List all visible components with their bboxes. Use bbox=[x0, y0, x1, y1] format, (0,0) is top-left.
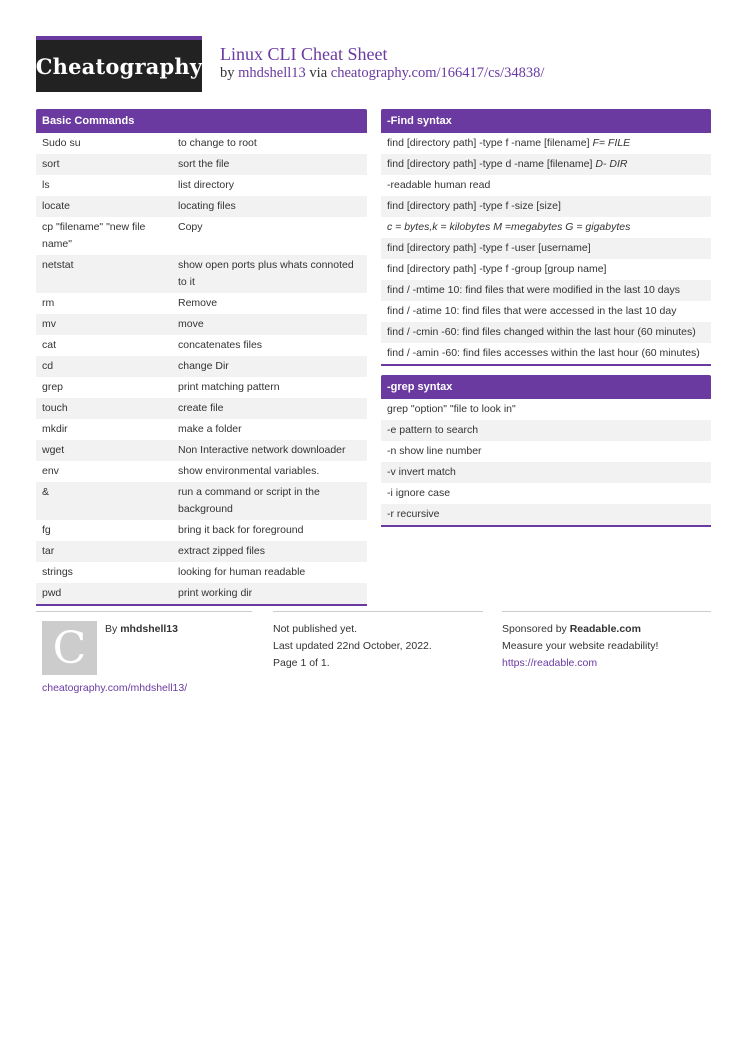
author-link[interactable]: mhdshell13 bbox=[238, 65, 306, 81]
find-text bbox=[387, 156, 705, 173]
sponsored-prefix: Sponsored by bbox=[502, 623, 567, 635]
sponsor-name[interactable]: Readable.com bbox=[569, 623, 641, 635]
find-text bbox=[387, 240, 705, 257]
command-cell: env bbox=[42, 465, 59, 477]
page-title: Linux CLI Cheat Sheet bbox=[220, 44, 388, 64]
find-text bbox=[387, 135, 705, 152]
find-syntax-text: find [directory path] -type f -size [size] bbox=[387, 200, 561, 212]
find-syntax-text: -readable human read bbox=[387, 179, 491, 191]
command-cell: touch bbox=[42, 402, 68, 414]
table-row bbox=[36, 154, 367, 175]
find-syntax-text: find [directory path] -type d -name [filename] bbox=[387, 158, 593, 170]
basic-commands-box bbox=[36, 109, 367, 606]
grep-syntax-text: grep "option" "file to look in" bbox=[387, 403, 516, 415]
description-cell: move bbox=[178, 318, 204, 330]
command-cell: cp "filename" "new file name" bbox=[42, 221, 146, 250]
table-row bbox=[36, 335, 367, 356]
table-row bbox=[36, 583, 367, 604]
table-row bbox=[36, 482, 367, 520]
table-row bbox=[36, 175, 367, 196]
basic-commands-rows bbox=[36, 133, 367, 604]
footer-author bbox=[36, 611, 252, 694]
command-cell: ls bbox=[42, 179, 50, 191]
command-cell: Sudo su bbox=[42, 137, 81, 149]
description-cell: sort the file bbox=[178, 158, 230, 170]
left-column bbox=[36, 109, 367, 615]
grep-syntax-text: -v invert match bbox=[387, 466, 456, 478]
logo-text: Cheatography bbox=[35, 53, 203, 79]
description-cell: print matching pattern bbox=[178, 381, 280, 393]
grep-syntax-box bbox=[381, 375, 711, 527]
description-cell: create file bbox=[178, 402, 224, 414]
footer bbox=[36, 611, 711, 711]
list-item bbox=[381, 322, 711, 343]
grep-syntax-text: -e pattern to search bbox=[387, 424, 479, 436]
command-cell: fg bbox=[42, 524, 51, 536]
table-row bbox=[36, 314, 367, 335]
avatar-letter: C bbox=[52, 622, 87, 674]
table-row bbox=[36, 196, 367, 217]
find-text bbox=[387, 219, 705, 236]
footer-author-name[interactable]: mhdshell13 bbox=[120, 623, 178, 635]
description-cell: make a folder bbox=[178, 423, 242, 435]
last-updated: Last updated 22nd October, 2022. bbox=[273, 640, 432, 652]
command-cell: cd bbox=[42, 360, 54, 372]
find-syntax-text: find / -mtime 10: find files that were modified in the last 10 days bbox=[387, 284, 680, 296]
find-text bbox=[387, 198, 705, 215]
list-item bbox=[381, 154, 711, 175]
list-item bbox=[381, 441, 711, 462]
footer-status bbox=[273, 611, 483, 669]
list-item bbox=[381, 483, 711, 504]
find-syntax-note: c = bytes,k = kilobytes M =megabytes G = gigabytes bbox=[387, 221, 631, 233]
description-cell: to change to root bbox=[178, 137, 257, 149]
find-syntax-text: find [directory path] -type f -name [filename] bbox=[387, 137, 590, 149]
table-row bbox=[36, 440, 367, 461]
find-syntax-text: find [directory path] -type f -user [username] bbox=[387, 242, 591, 254]
find-text bbox=[387, 261, 705, 278]
description-cell: run a command or script in the background bbox=[178, 486, 320, 515]
footer-by-label: By bbox=[105, 623, 118, 635]
command-cell: sort bbox=[42, 158, 60, 170]
published-status: Not published yet. bbox=[273, 623, 358, 635]
table-row bbox=[36, 398, 367, 419]
table-row bbox=[36, 377, 367, 398]
footer-author-link[interactable]: cheatography.com/mhdshell13/ bbox=[42, 682, 188, 694]
description-cell: Copy bbox=[178, 221, 203, 233]
description-cell: list directory bbox=[178, 179, 235, 191]
list-item bbox=[381, 504, 711, 525]
table-row bbox=[36, 562, 367, 583]
cheatography-logo[interactable] bbox=[36, 36, 202, 92]
list-item bbox=[381, 343, 711, 364]
description-cell: looking for human readable bbox=[178, 566, 306, 578]
list-item bbox=[381, 462, 711, 483]
command-cell: cat bbox=[42, 339, 57, 351]
description-cell: print working dir bbox=[178, 587, 253, 599]
command-cell: rm bbox=[42, 297, 55, 309]
table-row bbox=[36, 541, 367, 562]
find-text bbox=[387, 177, 705, 194]
list-item bbox=[381, 217, 711, 238]
footer-by bbox=[105, 623, 178, 635]
list-item bbox=[381, 420, 711, 441]
list-item bbox=[381, 196, 711, 217]
right-column bbox=[381, 109, 711, 536]
description-cell: change Dir bbox=[178, 360, 229, 372]
page-number: Page 1 of 1. bbox=[273, 657, 330, 669]
command-cell: locate bbox=[42, 200, 71, 212]
command-cell: netstat bbox=[42, 259, 74, 271]
list-item bbox=[381, 399, 711, 420]
table-row bbox=[36, 217, 367, 255]
description-cell: concatenates files bbox=[178, 339, 263, 351]
find-syntax-text: find / -atime 10: find files that were accessed in the last 10 day bbox=[387, 305, 677, 317]
list-item bbox=[381, 133, 711, 154]
table-row bbox=[36, 419, 367, 440]
find-syntax-rows bbox=[381, 133, 711, 364]
list-item bbox=[381, 238, 711, 259]
byline-via: via bbox=[309, 65, 328, 81]
find-syntax-box bbox=[381, 109, 711, 366]
description-cell: Remove bbox=[178, 297, 218, 309]
description-cell: extract zipped files bbox=[178, 545, 265, 557]
find-syntax-note: D- DIR bbox=[595, 158, 628, 170]
find-text bbox=[387, 282, 705, 299]
sponsor-link[interactable]: https://readable.com bbox=[502, 657, 598, 669]
sponsored-by bbox=[502, 623, 641, 635]
table-row bbox=[36, 255, 367, 293]
description-cell: show environmental variables. bbox=[178, 465, 320, 477]
find-syntax-note: F= FILE bbox=[592, 137, 631, 149]
table-row bbox=[36, 520, 367, 541]
description-cell: locating files bbox=[178, 200, 236, 212]
sponsor-tagline: Measure your website readability! bbox=[502, 640, 659, 652]
find-syntax-text: find / -amin -60: find files accesses within the last hour (60 minutes) bbox=[387, 347, 700, 359]
grep-syntax-text: -r recursive bbox=[387, 508, 440, 520]
sheet-link[interactable]: cheatography.com/166417/cs/34838/ bbox=[330, 65, 545, 81]
table-row bbox=[36, 293, 367, 314]
find-syntax-title: -Find syntax bbox=[381, 109, 711, 133]
table-row bbox=[36, 356, 367, 377]
byline bbox=[220, 65, 544, 82]
table-row bbox=[36, 133, 367, 154]
list-item bbox=[381, 259, 711, 280]
footer-sponsor bbox=[502, 611, 711, 669]
avatar[interactable] bbox=[42, 621, 97, 675]
basic-commands-title: Basic Commands bbox=[36, 109, 367, 133]
grep-syntax-rows bbox=[381, 399, 711, 525]
list-item bbox=[381, 175, 711, 196]
description-cell: bring it back for foreground bbox=[178, 524, 304, 536]
find-text bbox=[387, 324, 705, 341]
command-cell: tar bbox=[42, 545, 55, 557]
command-cell: mkdir bbox=[42, 423, 68, 435]
find-text bbox=[387, 303, 705, 320]
byline-by: by bbox=[220, 65, 235, 81]
command-cell: pwd bbox=[42, 587, 62, 599]
grep-syntax-title: -grep syntax bbox=[381, 375, 711, 399]
command-cell: mv bbox=[42, 318, 56, 330]
command-cell: strings bbox=[42, 566, 73, 578]
grep-syntax-text: -n show line number bbox=[387, 445, 482, 457]
command-cell: grep bbox=[42, 381, 64, 393]
grep-syntax-text: -i ignore case bbox=[387, 487, 451, 499]
list-item bbox=[381, 301, 711, 322]
description-cell: show open ports plus whats connoted to it bbox=[178, 259, 354, 288]
command-cell: wget bbox=[42, 444, 65, 456]
find-syntax-text: find / -cmin -60: find files changed within the last hour (60 minutes) bbox=[387, 326, 696, 338]
list-item bbox=[381, 280, 711, 301]
command-cell: & bbox=[42, 486, 50, 498]
find-syntax-text: find [directory path] -type f -group [group name] bbox=[387, 263, 607, 275]
table-row bbox=[36, 461, 367, 482]
description-cell: Non Interactive network downloader bbox=[178, 444, 346, 456]
find-text bbox=[387, 345, 705, 362]
